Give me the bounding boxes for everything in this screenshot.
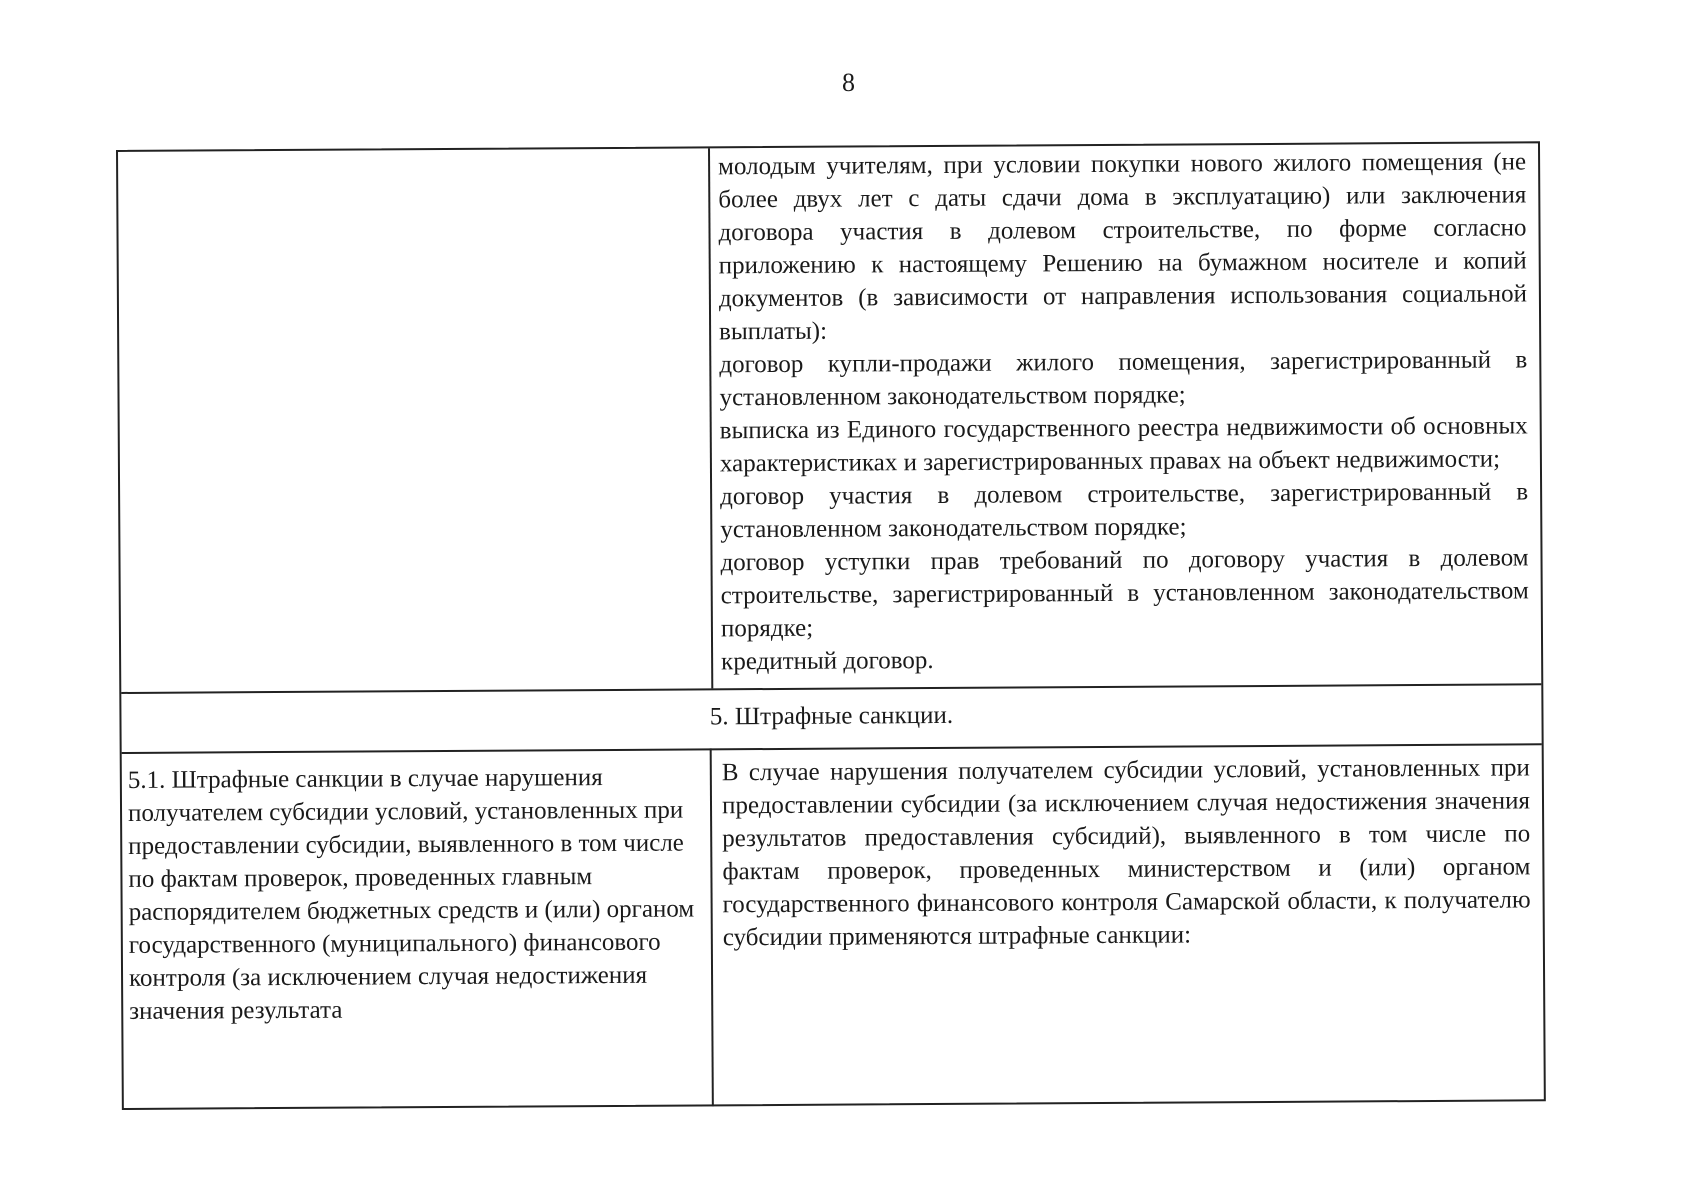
penalty-clause-text: В случае нарушения получателем субсидии условий, установленных при предоставлении субсидии (за исключением случая недостижения значения результатов предоставления субсидий), выявленного в том числе по фактам проверок, проведенных министерством и (или) органом государственного финансового контроля Самарской области, к получателю субсидии применяются штрафные санкции: — [721, 754, 1531, 952]
penalty-clause-title: 5.1. Штрафные санкции в случае нарушения получателем субсидии условий, установленных при предоставлении субсидии, выявленного в том числе по фактам проверок, проведенных главным распорядителем бюджетных средств и (или) органом государственного (муниципального) финансового контроля (за исключением случая недостижения значения результата — [127, 764, 695, 1025]
requirements-intro: молодым учителям, при условии покупки нового жилого помещения (не более двух лет с даты сдачи дома в эксплуатацию) или заключения договора участия в долевом строительстве, по форме согласно приложению к настоящему Решению на бумажном носителе и копий документов (в зависимости от направления использования социальной выплаты): — [718, 148, 1527, 346]
row3-left-cell — [128, 760, 708, 1104]
requirement-item: договор участия в долевом строительстве, зарегистрированный в установленном законодательством порядке; — [720, 478, 1529, 544]
requirement-item: выписка из Единого государственного реестра недвижимости об основных характеристиках и зарегистрированных правах на объект недвижимости; — [719, 412, 1528, 478]
row3-right-cell — [716, 751, 1536, 1100]
requirement-item: кредитный договор. — [721, 647, 934, 676]
section-title: 5. Штрафные санкции. — [709, 701, 954, 731]
requirement-item: договор уступки прав требований по договору участия в долевом строительстве, зарегистрированный в установленном законодательством порядке; — [720, 544, 1529, 643]
requirement-item: договор купли-продажи жилого помещения, зарегистрированный в установленном законодательством порядке; — [719, 346, 1528, 412]
row3-divider — [710, 748, 714, 1106]
row1-right-cell — [712, 145, 1533, 686]
document-table — [116, 141, 1546, 1110]
row1-left-cell — [118, 148, 711, 692]
page-number: 8 — [842, 68, 855, 97]
